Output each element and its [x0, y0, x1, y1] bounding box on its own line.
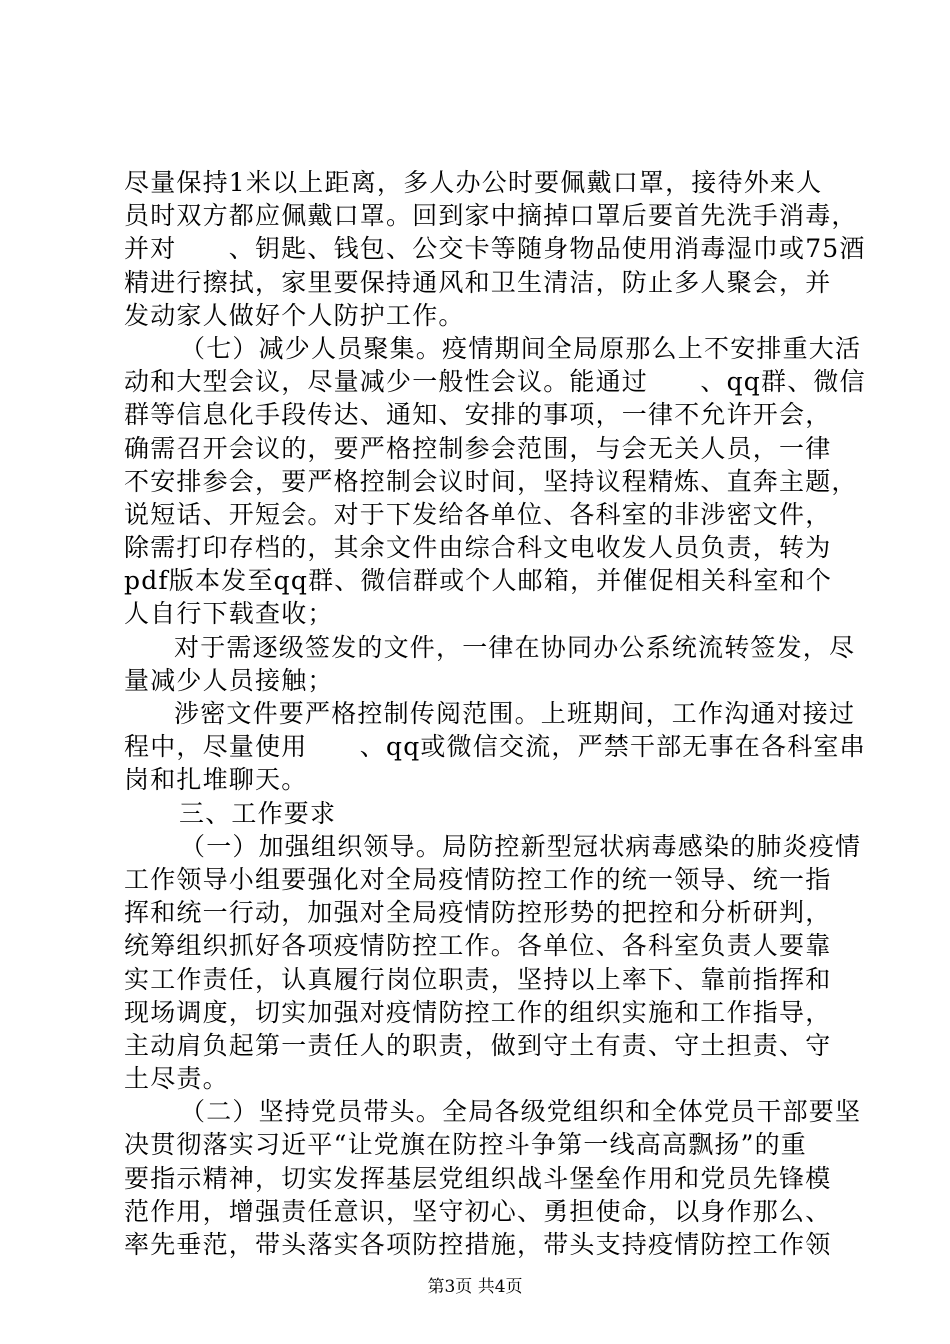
- text-line: 量减少人员接触；: [124, 665, 334, 695]
- text-line: 精进行擦拭，家里要保持通风和卫生清洁，防止多人聚会，并: [124, 267, 832, 297]
- text-line: 岗和扎堆聊天。: [124, 765, 308, 795]
- paragraph-start-line: 涉密文件要严格控制传阅范围。上班期间，工作沟通对接过: [174, 699, 856, 728]
- text-line: 程中，尽量使用 、qq或微信交流，严禁干部无事在各科室串: [124, 732, 866, 762]
- text-line: 说短话、开短会。对于下发给各单位、各科室的非涉密文件，: [124, 499, 832, 529]
- text-line: pdf版本发至qq群、微信群或个人邮箱，并催促相关科室和个: [124, 566, 833, 596]
- text-line: 人自行下载查收；: [124, 599, 334, 629]
- text-line: 并对 、钥匙、钱包、公交卡等随身物品使用消毒湿巾或75酒: [124, 234, 866, 264]
- document-body: [124, 166, 866, 1261]
- text-line: 现场调度，切实加强对疫情防控工作的组织实施和工作指导，: [124, 997, 832, 1027]
- text-line: 统筹组织抓好各项疫情防控工作。各单位、各科室负责人要靠: [124, 931, 832, 961]
- paragraph-start-line: 对于需逐级签发的文件，一律在协同办公系统流转签发，尽: [174, 632, 856, 662]
- paragraph-start-line: （一）加强组织领导。局防控新型冠状病毒感染的肺炎疫情: [180, 831, 862, 861]
- text-line: 员时双方都应佩戴口罩。回到家中摘掉口罩后要首先洗手消毒，: [124, 201, 858, 231]
- text-line: 决贯彻落实习近平“让党旗在防控斗争第一线高高飘扬”的重: [124, 1130, 807, 1160]
- text-line: 确需召开会议的，要严格控制参会范围，与会无关人员，一律: [124, 433, 832, 463]
- section-heading: 三、工作要求: [179, 798, 337, 828]
- text-line: 范作用，增强责任意识，坚守初心、勇担使命，以身作那么、: [124, 1196, 832, 1226]
- paragraph-start-line: （七）减少人员聚集。疫情期间全局原那么上不安排重大活: [180, 333, 862, 363]
- page-number-footer: 第3页 共4页: [427, 1277, 523, 1297]
- text-line: 动和大型会议，尽量减少一般性会议。能通过 、qq群、微信: [124, 367, 866, 397]
- text-line: 要指示精神，切实发挥基层党组织战斗堡垒作用和党员先锋模: [124, 1163, 832, 1193]
- paragraph-start-line: （二）坚持党员带头。全局各级党组织和全体党员干部要坚: [180, 1097, 862, 1127]
- text-line: 主动肩负起第一责任人的职责，做到守土有责、守土担责、守: [124, 1030, 832, 1060]
- text-line: 实工作责任，认真履行岗位职责，坚持以上率下、靠前指挥和: [124, 964, 832, 994]
- text-line: 群等信息化手段传达、通知、安排的事项，一律不允许开会，: [124, 400, 832, 430]
- text-line: 除需打印存档的，其余文件由综合科文电收发人员负责，转为: [124, 533, 832, 563]
- text-line: 工作领导小组要强化对全局疫情防控工作的统一领导、统一指: [124, 864, 832, 894]
- text-line: 率先垂范，带头落实各项防控措施，带头支持疫情防控工作领: [124, 1230, 832, 1259]
- text-line: 发动家人做好个人防护工作。: [124, 300, 465, 330]
- text-line: 尽量保持1米以上距离，多人办公时要佩戴口罩，接待外来人: [124, 168, 823, 197]
- text-line: 不安排参会，要严格控制会议时间，坚持议程精炼、直奔主题，: [124, 466, 858, 496]
- text-line: 挥和统一行动，加强对全局疫情防控形势的把控和分析研判，: [124, 898, 832, 928]
- text-line: 土尽责。: [124, 1064, 229, 1094]
